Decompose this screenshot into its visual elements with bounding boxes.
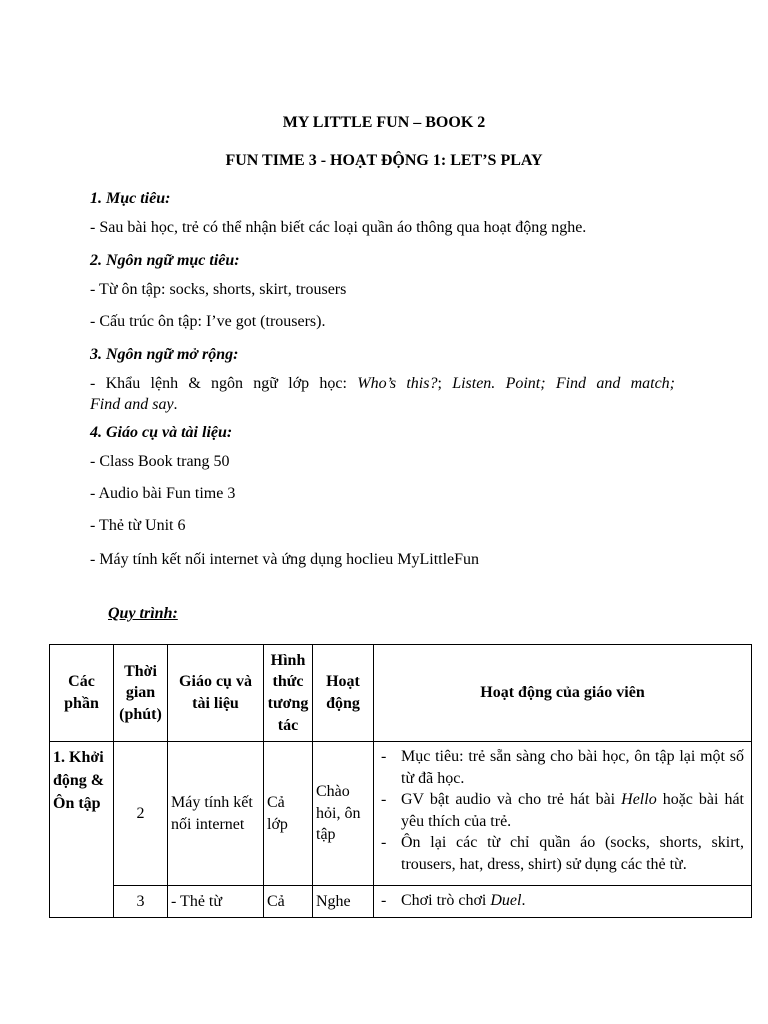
process-heading: Quy trình: xyxy=(108,605,178,622)
bullet-text-pre: Chơi trò chơi xyxy=(401,892,491,909)
bullet-dash: - xyxy=(381,834,387,852)
bullet-text: Ôn lại các từ chỉ quần áo (socks, shorts, skirt, trousers, hat, dress, shirt) sử dụng các thẻ từ. xyxy=(401,834,744,873)
row-teacher-cell xyxy=(374,886,752,918)
row-materials-cell: - Thẻ từ xyxy=(168,886,264,918)
table-header-row xyxy=(50,645,752,742)
document-title: MY LITTLE FUN – BOOK 2 xyxy=(282,114,486,131)
section-3-command-1: Who’s this? xyxy=(357,375,438,392)
list-item xyxy=(381,789,744,832)
header-part: Các phần xyxy=(50,645,114,742)
header-activity: Hoạt động xyxy=(313,645,374,742)
row-time-cell: 2 xyxy=(114,742,168,886)
row-part-cell: 1. Khởi động & Ôn tập xyxy=(50,742,114,918)
game-title: Duel xyxy=(490,892,522,909)
list-item xyxy=(381,832,744,875)
header-teacher-activity: Hoạt động của giáo viên xyxy=(374,645,752,742)
section-3-line-1 xyxy=(90,374,675,395)
bullet-dash: - xyxy=(381,892,387,909)
row-form-cell: Cả xyxy=(264,886,313,918)
header-materials: Giáo cụ và tài liệu xyxy=(168,645,264,742)
header-time: Thời gian (phút) xyxy=(114,645,168,742)
list-item xyxy=(381,746,744,789)
teacher-activity-list xyxy=(377,744,748,878)
section-4-line-2: - Audio bài Fun time 3 xyxy=(90,485,236,502)
document-subtitle: FUN TIME 3 - HOẠT ĐỘNG 1: LET’S PLAY xyxy=(225,152,543,169)
row-activity-cell: Chào hỏi, ôn tập xyxy=(313,742,374,886)
bullet-dash: - xyxy=(381,791,387,809)
row-activity-cell: Nghe xyxy=(313,886,374,918)
section-3-separator: ; xyxy=(437,375,453,392)
section-4-line-3: - Thẻ từ Unit 6 xyxy=(90,517,186,534)
section-3-command-3: Find and say xyxy=(90,396,174,413)
section-1-heading: 1. Mục tiêu: xyxy=(90,190,171,207)
section-3-heading: 3. Ngôn ngữ mở rộng: xyxy=(90,346,239,363)
table-row xyxy=(50,742,752,886)
bullet-text-pre: GV bật audio và cho trẻ hát bài xyxy=(401,791,622,809)
list-item xyxy=(381,890,744,912)
section-4-line-1: - Class Book trang 50 xyxy=(90,453,230,470)
bullet-dash: - xyxy=(381,748,387,765)
section-3-command-2: Listen. Point; Find and match; xyxy=(452,375,676,392)
section-4-line-4: - Máy tính kết nối internet và ứng dụng hoclieu MyLittleFun xyxy=(90,551,480,568)
section-3-prefix: - Khẩu lệnh & ngôn ngữ lớp học: xyxy=(90,375,358,392)
bullet-text-post: hoặc bài hát yêu thích của trẻ. xyxy=(401,791,745,830)
header-form: Hình thức tương tác xyxy=(264,645,313,742)
section-2-heading: 2. Ngôn ngữ mục tiêu: xyxy=(90,252,240,269)
section-1-line-1: - Sau bài học, trẻ có thể nhận biết các loại quần áo thông qua hoạt động nghe. xyxy=(90,219,587,236)
lesson-plan-table xyxy=(49,644,752,918)
table-row xyxy=(50,886,752,918)
row-teacher-cell xyxy=(374,742,752,886)
section-3-line-2-end: . xyxy=(173,396,178,413)
row-form-cell: Cả lớp xyxy=(264,742,313,886)
section-2-line-1: - Từ ôn tập: socks, shorts, skirt, trousers xyxy=(90,281,347,298)
row-time-cell: 3 xyxy=(114,886,168,918)
section-3-line-2 xyxy=(90,395,680,416)
song-title: Hello xyxy=(621,791,657,809)
bullet-text: Mục tiêu: trẻ sẵn sàng cho bài học, ôn tập lại một số từ đã học. xyxy=(401,748,744,787)
row-materials-cell: Máy tính kết nối internet xyxy=(168,742,264,886)
section-2-line-2: - Cấu trúc ôn tập: I’ve got (trousers). xyxy=(90,313,326,330)
bullet-text-post: . xyxy=(521,892,526,909)
teacher-activity-list xyxy=(377,888,748,914)
section-4-heading: 4. Giáo cụ và tài liệu: xyxy=(90,424,233,441)
